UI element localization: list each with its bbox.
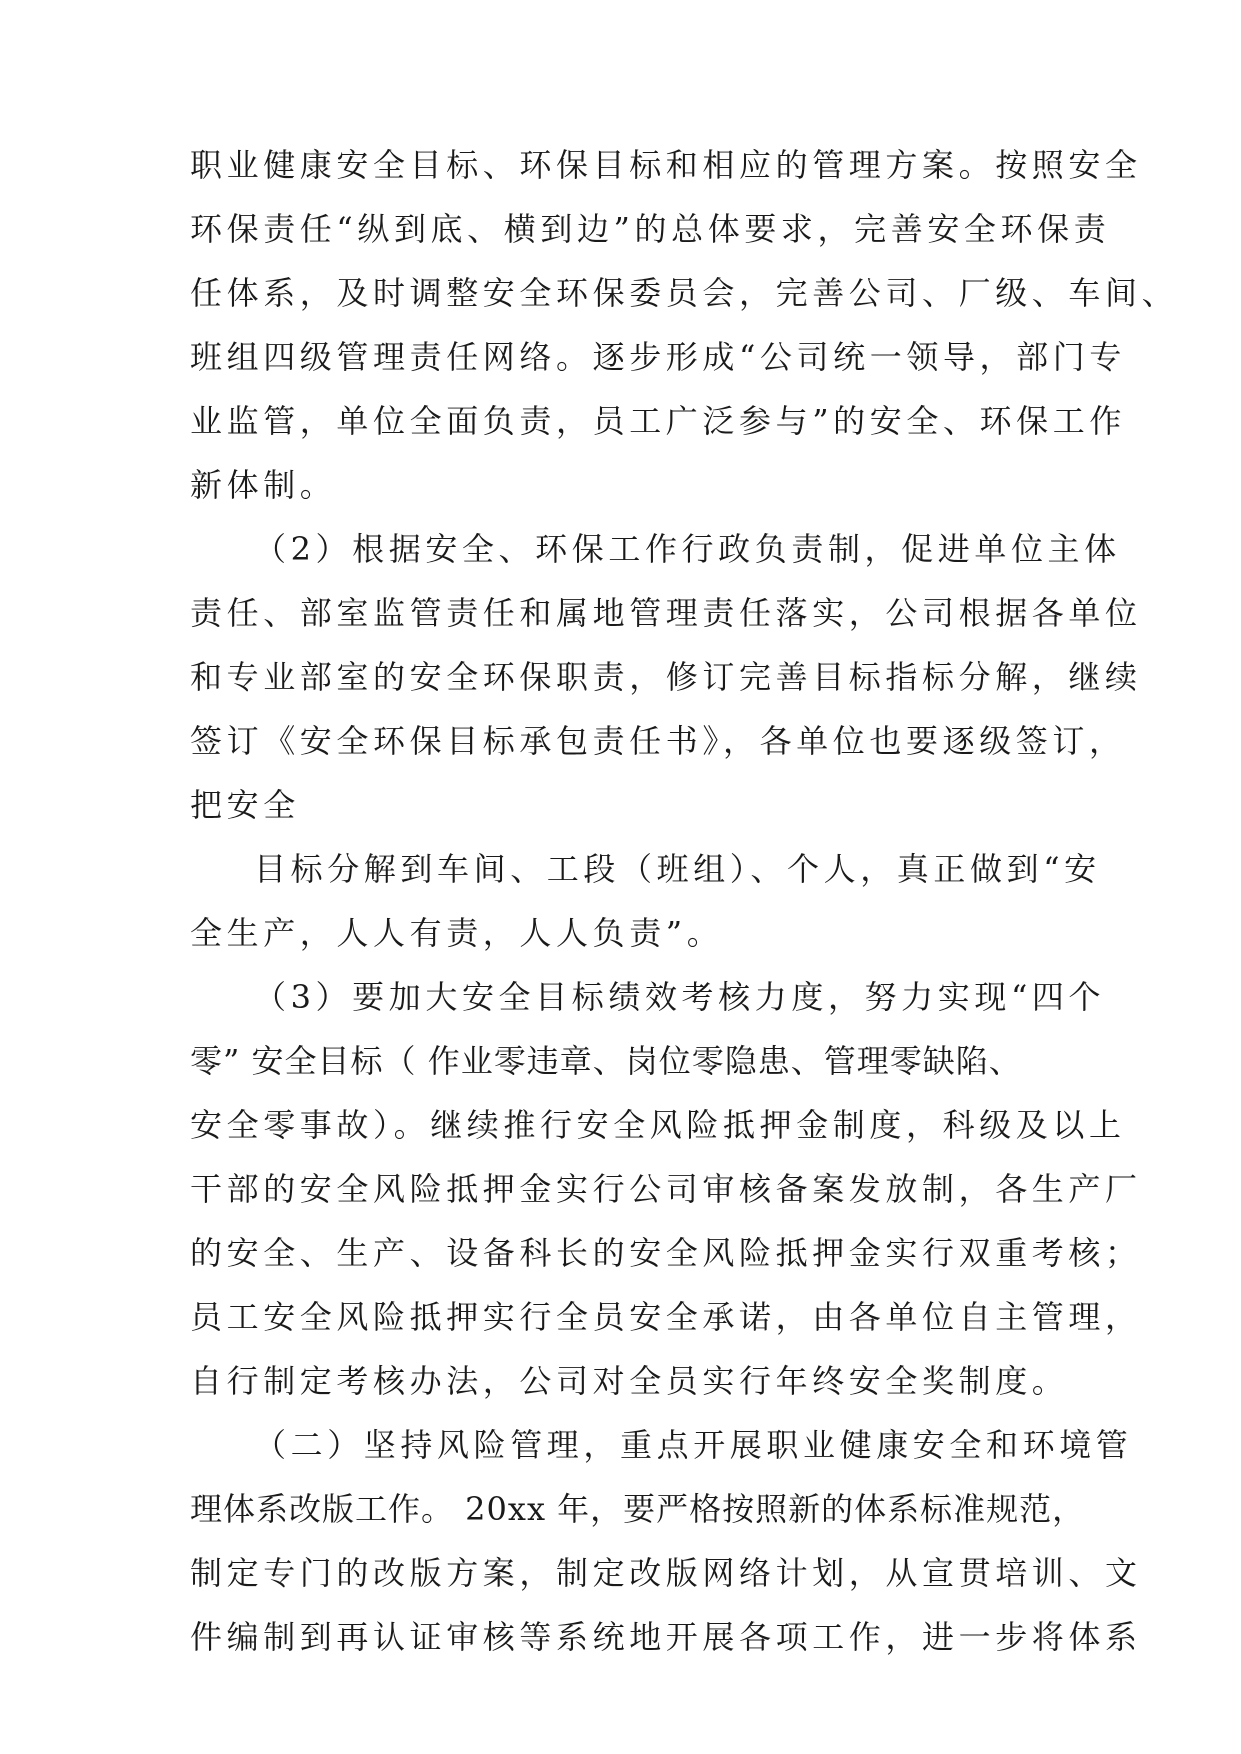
- text-line: 班组四级管理责任网络。逐步形成“公司统一领导，部门专: [190, 338, 1126, 376]
- paragraph-start-line: （二）坚持风险管理，重点开展职业健康安全和环境管: [254, 1426, 1133, 1464]
- text-line: 全生产，人人有责，人人负责”。: [190, 914, 724, 952]
- text-line: 和专业部室的安全环保职责，修订完善目标指标分解，继续: [190, 658, 1142, 696]
- text-line: 责任、部室监管责任和属地管理责任落实，公司根据各单位: [190, 594, 1142, 632]
- text-line: 员工安全风险抵押实行全员安全承诺，由各单位自主管理，: [190, 1298, 1142, 1336]
- text-line: 零” 安全目标（ 作业零违章、岗位零隐患、管理零缺陷、: [190, 1042, 1022, 1080]
- paragraph-start-line: 目标分解到车间、工段（班组）、个人，真正做到“安: [254, 850, 1101, 888]
- text-line: 任体系，及时调整安全环保委员会，完善公司、厂级、车间、: [190, 274, 1179, 312]
- text-line: 自行制定考核办法，公司对全员实行年终安全奖制度。: [190, 1362, 1069, 1400]
- text-line: 件编制到再认证审核等系统地开展各项工作，进一步将体系: [190, 1618, 1142, 1656]
- text-line: 安全零事故）。继续推行安全风险抵押金制度，科级及以上: [190, 1106, 1126, 1144]
- text-line: 把安全: [190, 786, 300, 824]
- text-line: 的安全、生产、设备科长的安全风险抵押金实行双重考核；: [190, 1234, 1142, 1272]
- text-line: 理体系改版工作。 20xx 年，要严格按照新的体系标准规范，: [190, 1490, 1086, 1528]
- paragraph-start-line: （2）根据安全、环保工作行政负责制，促进单位主体: [254, 530, 1121, 568]
- text-line: 签订《安全环保目标承包责任书》，各单位也要逐级签订，: [190, 722, 1126, 760]
- text-line: 业监管，单位全面负责，员工广泛参与”的安全、环保工作: [190, 402, 1126, 440]
- text-line: 职业健康安全目标、环保目标和相应的管理方案。按照安全: [190, 146, 1142, 184]
- text-line: 制定专门的改版方案，制定改版网络计划，从宣贯培训、文: [190, 1554, 1142, 1592]
- text-line: 干部的安全风险抵押金实行公司审核备案发放制，各生产厂: [190, 1170, 1142, 1208]
- text-line: 环保责任“纵到底、横到边”的总体要求，完善安全环保责: [190, 210, 1111, 248]
- text-line: 新体制。: [190, 466, 337, 504]
- paragraph-start-line: （3）要加大安全目标绩效考核力度，努力实现“四个: [254, 978, 1106, 1016]
